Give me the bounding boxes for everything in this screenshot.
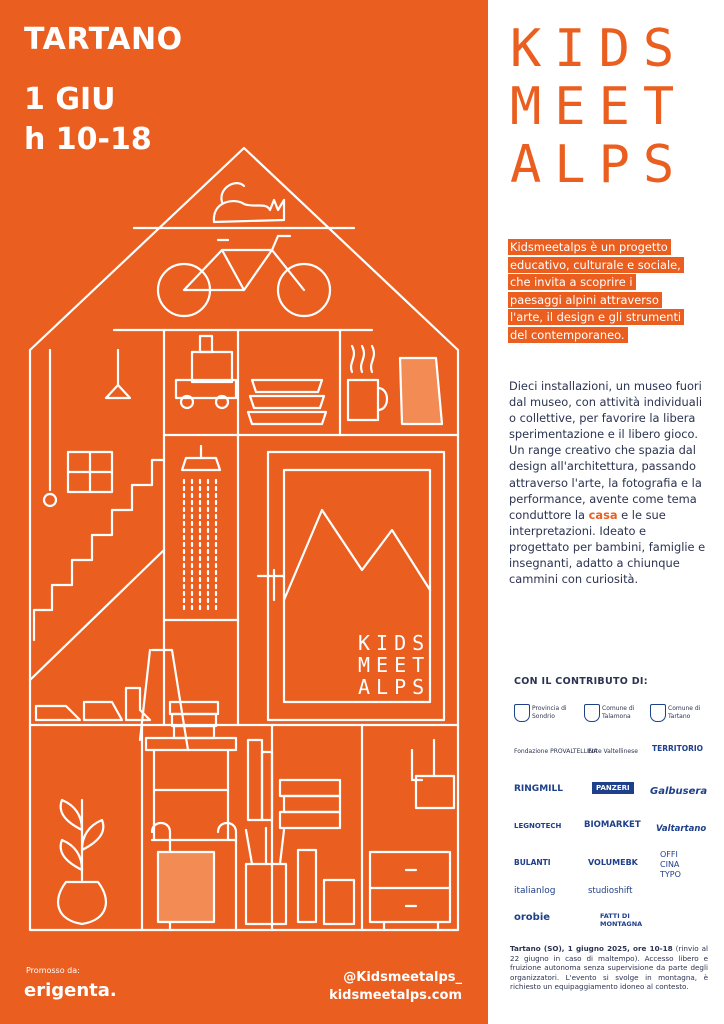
promoted-by-label: Promosso da:: [26, 966, 80, 975]
footnote-date: Tartano (SO), 1 giugno 2025, ore 10-18: [510, 944, 673, 953]
crest-icon: [514, 704, 530, 722]
intro-line: educativo, culturale e sociale,: [508, 257, 684, 273]
event-place: TARTANO: [24, 22, 183, 57]
website-link[interactable]: kidsmeetalps.com: [329, 988, 462, 1003]
sponsor-logo: PANZERI: [592, 782, 634, 794]
intro-line: Kidsmeetalps è un progetto: [508, 239, 671, 255]
sponsor-logo: FATTI DI MONTAGNA: [600, 912, 643, 928]
promoter-logo: erigenta.: [24, 980, 117, 1001]
event-date: 1 GIU: [24, 82, 116, 117]
instagram-handle[interactable]: @Kidsmeetalps_: [343, 970, 462, 985]
logo-line-1: KIDS: [510, 19, 688, 79]
social-links: [329, 969, 462, 1005]
sponsor-logo: OFFI CINA TYPO: [660, 850, 681, 879]
description-highlight: casa: [588, 507, 618, 522]
contributors-title: CON IL CONTRIBUTO DI:: [514, 676, 648, 687]
house-door-sign: [358, 631, 430, 699]
door-sign-line-2: MEET: [358, 653, 431, 677]
house-outline: [30, 148, 458, 930]
door-sign-line-3: ALPS: [358, 675, 431, 699]
sponsor-logo: Fondazione PROVALTELLINA: [514, 748, 598, 755]
sponsor-logo: TERRITORIO: [652, 744, 704, 753]
sponsor-logo: RINGMILL: [514, 784, 563, 794]
intro-line: paesaggi alpini attraverso: [508, 292, 662, 308]
sponsor-logo: Ente Valtellinese: [588, 748, 638, 755]
bulb-icon: [44, 494, 56, 506]
info-panel: [488, 0, 724, 1024]
sponsor-sub: Talamona: [602, 713, 631, 720]
sponsor-logo: BIOMARKET: [584, 820, 641, 830]
footnote-text: (rinvio al 22 giugno in caso di maltempo). Accesso libero e fruizione autonoma senza supervisione da parte degli organizzatori. L'evento si svolge in montagna, è richiesto un equipaggiamento idoneo al contesto.: [510, 944, 708, 992]
crest-icon: [584, 704, 600, 722]
event-time: h 10-18: [24, 122, 152, 157]
sponsor-logo: italianlog: [514, 886, 556, 896]
sponsor-name: Provincia di: [532, 705, 567, 712]
house-illustration: [22, 140, 466, 940]
sponsor-sub: Sondrio: [532, 713, 555, 720]
intro-line: l'arte, il design e gli strumenti: [508, 309, 684, 325]
description-part-2: e le sue interpretazioni. Ideato e progettato per bambini, famiglie e insegnanti, adatto a chiunque cammini con curiosità.: [509, 507, 706, 587]
sponsor-logo: LEGNOTECH: [514, 822, 562, 830]
sponsor-logo: studioshift: [588, 886, 633, 896]
logo-line-3: ALPS: [510, 135, 688, 195]
intro-line: che invita a scoprire i: [508, 274, 636, 290]
cat-icon: [214, 183, 284, 222]
sponsor-logo: Valtartano: [656, 824, 707, 834]
kids-meet-alps-logo: [510, 20, 710, 194]
sponsor-logo: Galbusera: [650, 786, 708, 797]
sponsor-logo: VOLUMEBK: [588, 858, 638, 867]
intro-line: del contemporaneo.: [508, 327, 628, 343]
door-sign-line-1: KIDS: [358, 631, 431, 655]
sponsor-name: Comune di: [668, 705, 701, 712]
sponsor-logo: BULANTI: [514, 858, 551, 867]
sponsor-sub: Tartano: [668, 713, 691, 720]
intro-highlight-text: [508, 239, 708, 345]
sponsor-logo: orobie: [514, 912, 551, 923]
description-part-1: Dieci installazioni, un museo fuori dal museo, con attività individuali o collettive, per favorire la libera sperimentazione e il libero gioco. Un range creativo che spazia dal design all'architettura, passando attraverso l'arte, la fotografia e la performance, avente come tema conduttore la: [509, 379, 703, 522]
event-footnote: [510, 944, 708, 992]
crest-icon: [650, 704, 666, 722]
description-paragraph: [509, 378, 707, 587]
sponsor-name: Comune di: [602, 705, 635, 712]
logo-line-2: MEET: [510, 77, 688, 137]
